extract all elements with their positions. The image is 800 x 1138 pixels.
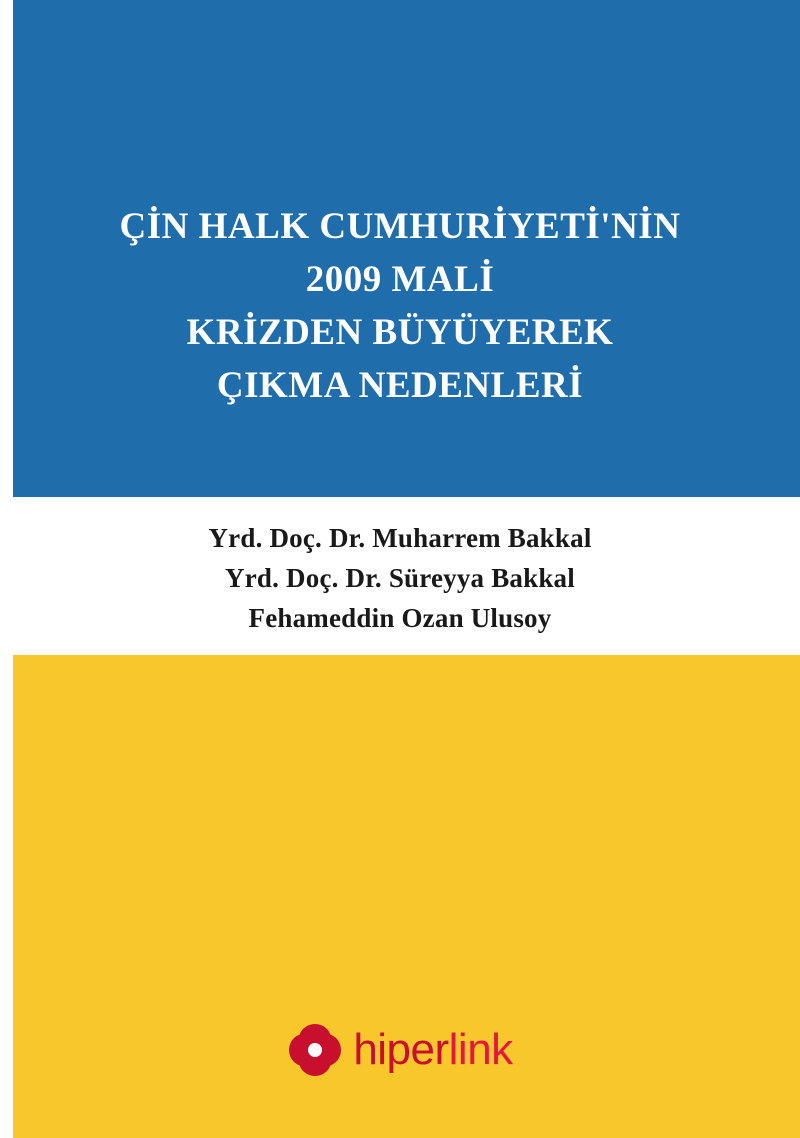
title-line-1: ÇİN HALK CUMHURİYETİ'NİN: [119, 206, 681, 247]
publisher-name-part1: hiper: [353, 1025, 449, 1074]
title-line-4: ÇIKMA NEDENLERİ: [216, 365, 584, 406]
authors-list: [0, 518, 800, 638]
publisher-logo: [0, 1005, 800, 1095]
author-1: Yrd. Doç. Dr. Muharrem Bakkal: [208, 523, 592, 553]
book-title: [0, 200, 800, 412]
author-2: Yrd. Doç. Dr. Süreyya Bakkal: [225, 563, 575, 593]
publisher-name: [353, 1022, 512, 1078]
title-line-2: 2009 MALİ: [305, 259, 495, 300]
publisher-name-part2: link: [448, 1025, 513, 1074]
hiperlink-flower-logo-icon: [287, 1022, 343, 1078]
spine-strip: [0, 0, 13, 1138]
title-line-3: KRİZDEN BÜYÜYEREK: [186, 312, 614, 353]
author-3: Fehameddin Ozan Ulusoy: [248, 603, 552, 633]
